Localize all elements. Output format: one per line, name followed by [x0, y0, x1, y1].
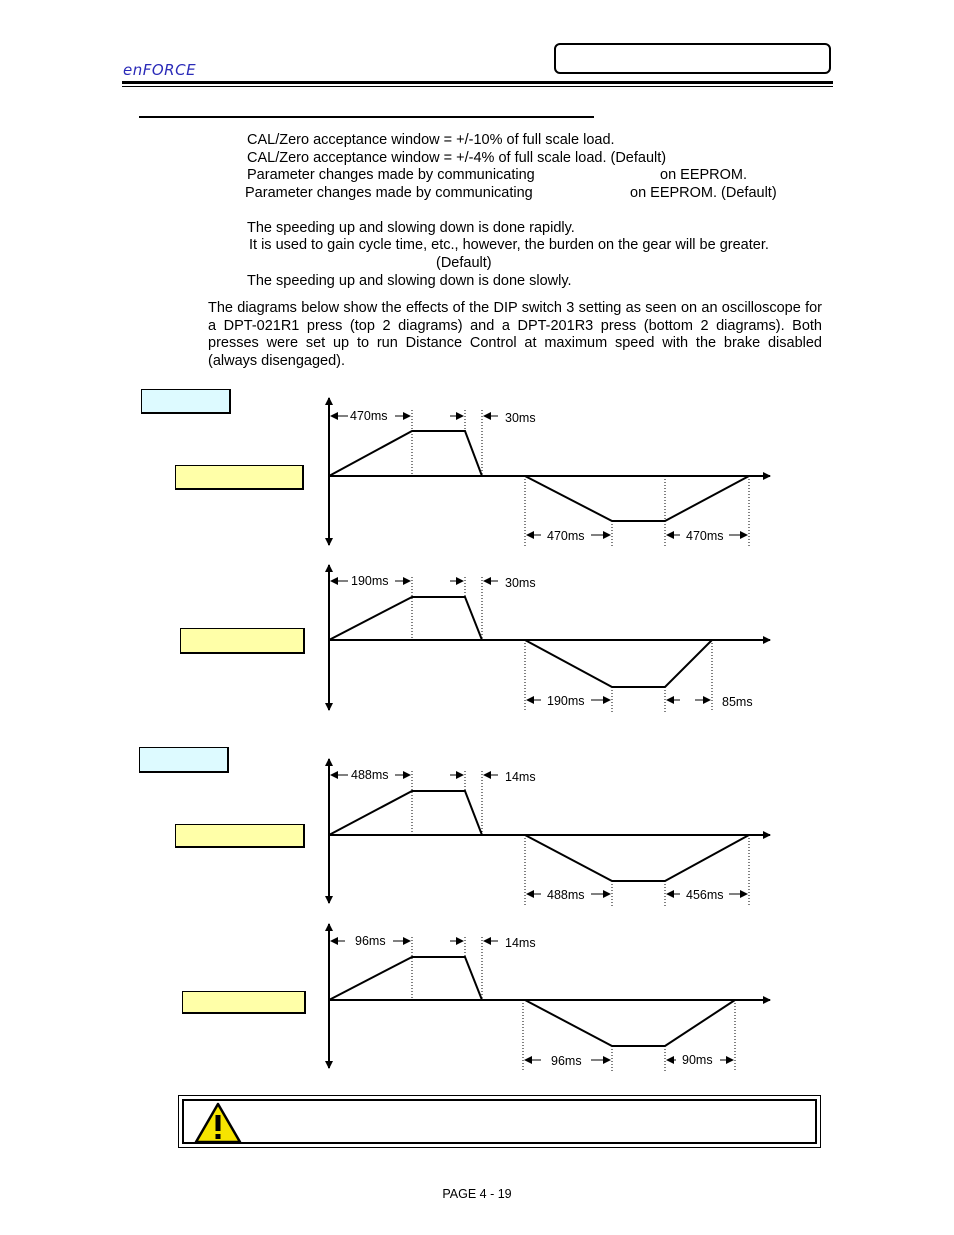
diagram-4-t4: 90ms [682, 1053, 713, 1067]
warning-triangle-icon [193, 1101, 243, 1145]
diagram-1 [329, 398, 770, 548]
param-change-line-1a: Parameter changes made by communicating [247, 167, 535, 183]
diagram-2-t1: 190ms [351, 574, 389, 588]
diagram-2-t2: 30ms [505, 576, 536, 590]
diagram-1-t3: 470ms [547, 529, 585, 543]
param-change-line-1b: on EEPROM. [660, 167, 748, 183]
diagram-4 [329, 924, 770, 1072]
diagram-1-t1: 470ms [350, 409, 388, 423]
diagram-2 [329, 565, 770, 712]
diagram-3-t3: 488ms [547, 888, 585, 902]
diagram-1-t2: 30ms [505, 411, 536, 425]
speed-rapid-line: The speeding up and slowing down is done rapidly. [247, 220, 575, 236]
diagram-3-t2: 14ms [505, 770, 536, 784]
param-change-line-2a: Parameter changes made by communicating [245, 185, 533, 201]
default-note: (Default) [436, 255, 492, 271]
page-number: PAGE 4 - 19 [442, 1187, 512, 1201]
diagram-1-t4: 470ms [686, 529, 724, 543]
speed-rapid-note-line: It is used to gain cycle time, etc., however, the burden on the gear will be greater. [249, 237, 769, 253]
enforce-logo: enFORCE [123, 61, 197, 79]
diagram-2-t3: 190ms [547, 694, 585, 708]
diagram-3-t1: 488ms [351, 768, 389, 782]
diagram-4-t2: 14ms [505, 936, 536, 950]
diagram-2-t4: 85ms [722, 695, 753, 709]
diagram-description-paragraph: The diagrams below show the effects of the DIP switch 3 setting as seen on an oscilloscope for a DPT-021R1 press (top 2 diagrams) and a DPT-201R3 press (bottom 2 diagrams). Both presses were set up to run Distance Control at maximum speed with the brake disabled (always disengaged). [208, 300, 822, 369]
cal-window-4-line: CAL/Zero acceptance window = +/-4% of full scale load. (Default) [247, 150, 667, 166]
diagram-3 [329, 759, 770, 907]
warning-box [178, 1095, 821, 1148]
cal-window-10-line: CAL/Zero acceptance window = +/-10% of full scale load. [247, 132, 615, 148]
diagram-3-t4: 456ms [686, 888, 724, 902]
warning-box-inner [182, 1099, 817, 1144]
speed-slow-line: The speeding up and slowing down is done slowly. [247, 273, 572, 289]
diagram-4-t1: 96ms [355, 934, 386, 948]
diagram-4-t3: 96ms [551, 1054, 582, 1068]
param-change-line-2b: on EEPROM. (Default) [630, 185, 777, 201]
